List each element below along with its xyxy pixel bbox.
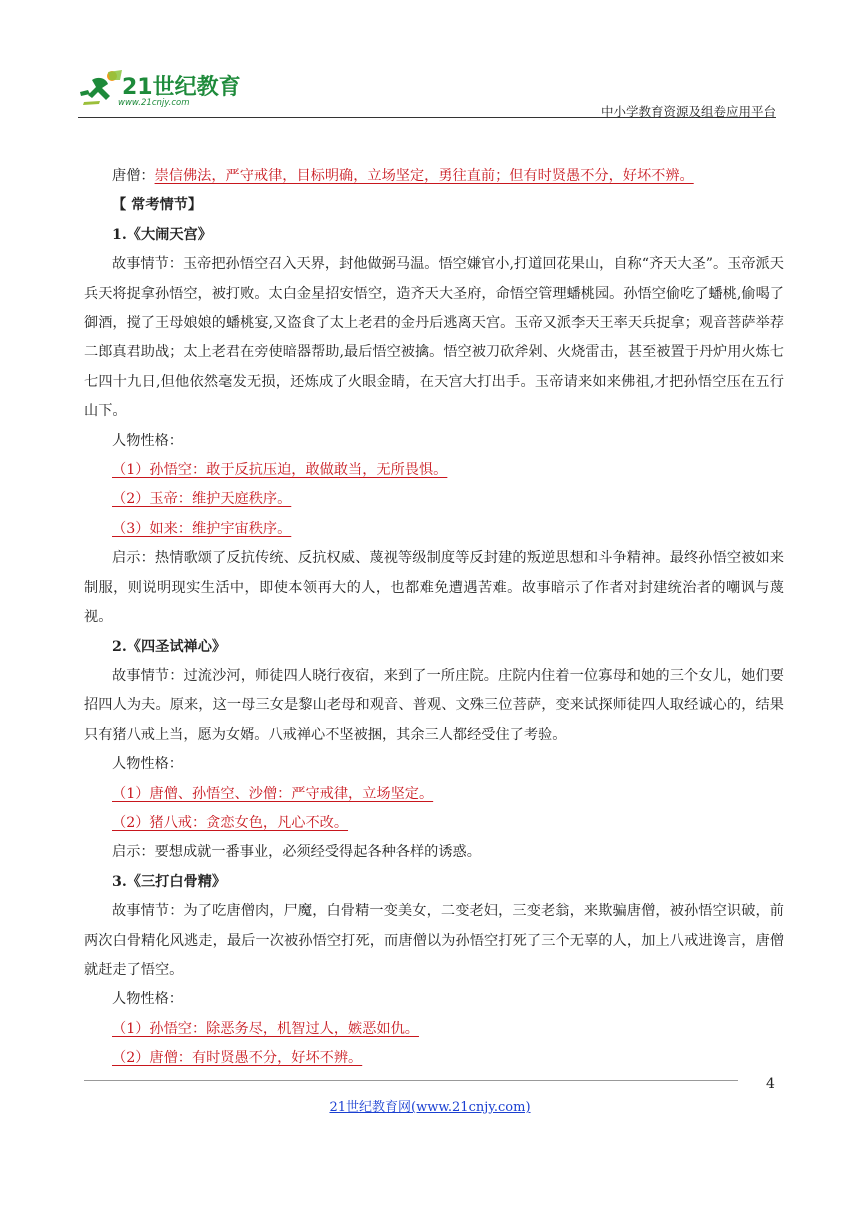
- trait-item: （2）唐僧：有时贤愚不分，好坏不辨。: [112, 1050, 363, 1067]
- page-number: 4: [766, 1076, 775, 1092]
- trait-item: （1）孙悟空：敢于反抗压迫，敢做敢当，无所畏惧。: [112, 462, 448, 479]
- site-logo[interactable]: [78, 62, 241, 112]
- tangseng-trait-line: [84, 162, 784, 191]
- story-insight: 启示：热情歌颂了反抗传统、反抗权威、蔑视等级制度等反封建的叛逆思想和斗争精神。最终孙悟空被如来制服，则说明现实生活中，即使本领再大的人，也都难免遭遇苦难。故事暗示了作者对封建统治者的嘲讽与蔑视。: [84, 550, 784, 626]
- footer-link[interactable]: 21世纪教育网(www.21cnjy.com): [329, 1100, 531, 1115]
- character-label: 人物性格：: [112, 432, 183, 449]
- story-plot: 故事情节：玉帝把孙悟空召入天界，封他做弼马温。悟空嫌官小,打道回花果山，自称“齐天大圣”。玉帝派天兵天将捉拿孙悟空，被打败。太白金星招安悟空，造齐天大圣府，命悟空管理蟠桃园。孙悟空偷吃了蟠桃,偷喝了御酒，搅了王母娘娘的蟠桃宴,又盗食了太上老君的金丹后逃离天宫。玉帝又派李天王率天兵捉拿；观音菩萨举荐二郎真君助战；太上老君在旁使暗器帮助,最后悟空被擒。悟空被刀砍斧剁、火烧雷击，甚至被置于丹炉用火炼七七四十九日,但他依然毫发无损，还炼成了火眼金睛，在天宫大打出手。玉帝请来如来佛祖,才把孙悟空压在五行山下。: [84, 256, 784, 420]
- footer-divider: [84, 1080, 738, 1081]
- document-body: [84, 162, 784, 1074]
- logo-url: www.21cnjy.com: [118, 98, 190, 108]
- platform-name: 中小学教育资源及组卷应用平台: [600, 104, 776, 119]
- character-label: 人物性格：: [112, 991, 183, 1008]
- header-divider: [78, 117, 776, 118]
- story-plot: 故事情节：为了吃唐僧肉，尸魔，白骨精一变美女，二变老妇，三变老翁，来欺骗唐僧，被孙悟空识破，前两次白骨精化风逃走，最后一次被孙悟空打死，而唐僧以为孙悟空打死了三个无辜的人，加上八戒进谗言，唐僧就赶走了悟空。: [84, 903, 784, 978]
- character-label: 人物性格：: [112, 756, 183, 773]
- section-heading: 【 常考情节】: [112, 197, 203, 214]
- trait-item: （3）如来：维护宇宙秩序。: [112, 520, 292, 537]
- logo-text: 21世纪教育: [122, 75, 241, 100]
- trait-item: （2）玉帝：维护天庭秩序。: [112, 491, 292, 508]
- story-title: 2.《四圣试禅心》: [112, 638, 227, 655]
- page-header: [78, 62, 776, 118]
- story-title: 1.《大闹天宫》: [112, 226, 212, 243]
- story-title: 3.《三打白骨精》: [112, 873, 227, 890]
- story-insight: 启示：要想成就一番事业，必须经受得起各种各样的诱惑。: [112, 844, 481, 861]
- trait-item: （1）孙悟空：除恶务尽，机智过人，嫉恶如仇。: [112, 1020, 419, 1037]
- trait-item: （1）唐僧、孙悟空、沙僧：严守戒律，立场坚定。: [112, 785, 434, 802]
- tangseng-trait: 崇信佛法，严守戒律，目标明确，立场坚定，勇往直前；但有时贤愚不分，好坏不辨。: [154, 168, 694, 184]
- story-plot: 故事情节：过流沙河，师徒四人晓行夜宿，来到了一所庄院。庄院内住着一位寡母和她的三个女儿，她们要招四人为夫。原来，这一母三女是黎山老母和观音、普观、文殊三位菩萨，变来试探师徒四人取经诚心的，结果只有猪八戒上当，愿为女婿。八戒禅心不坚被捆，其余三人都经受住了考验。: [84, 667, 784, 743]
- trait-item: （2）猪八戒：贪恋女色，凡心不改。: [112, 814, 349, 831]
- tangseng-label: 唐僧：: [112, 168, 155, 184]
